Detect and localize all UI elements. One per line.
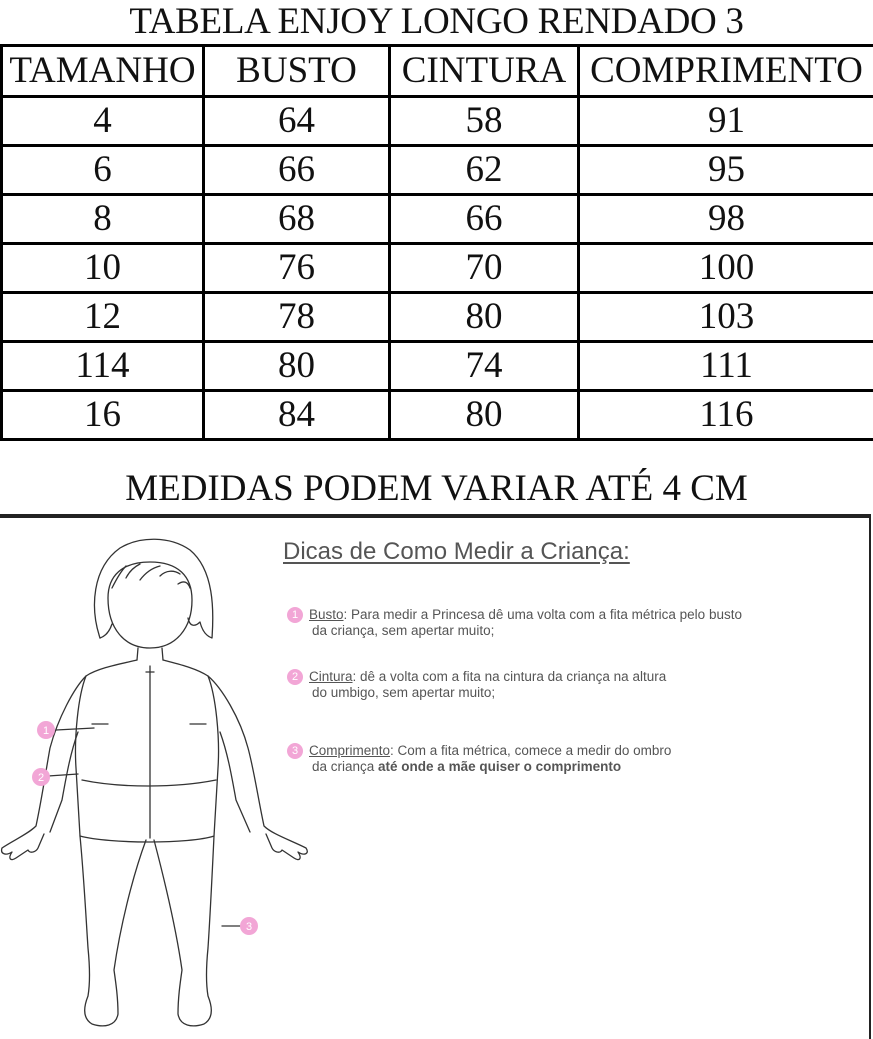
svg-text:2: 2 bbox=[37, 772, 45, 784]
variation-note: MEDIDAS PODEM VARIAR ATÉ 4 CM bbox=[125, 468, 748, 509]
cell-size: 10 bbox=[2, 244, 204, 293]
column-header-waist: CINTURA bbox=[390, 46, 579, 97]
table-row bbox=[2, 391, 873, 440]
column-header-length: COMPRIMENTO bbox=[579, 46, 873, 97]
table-row bbox=[2, 342, 873, 391]
table-row bbox=[2, 146, 873, 195]
cell-size: 8 bbox=[2, 195, 204, 244]
cell-length: 95 bbox=[579, 146, 873, 195]
cell-size: 114 bbox=[2, 342, 204, 391]
tip-text-bold: até onde a mãe quiser o comprimento bbox=[378, 759, 622, 774]
marker-waist-icon bbox=[32, 768, 50, 786]
cell-waist: 80 bbox=[390, 391, 579, 440]
tip-text: : Para medir a Princesa dê uma volta com a fita métrica pelo busto bbox=[343, 607, 742, 622]
column-header-size: TAMANHO bbox=[2, 46, 204, 97]
tip-waist bbox=[287, 669, 666, 701]
tip-text: : Com a fita métrica, comece a medir do ombro bbox=[390, 743, 672, 758]
table-row bbox=[2, 195, 873, 244]
tip-text: : dê a volta com a fita na cintura da criança na altura bbox=[352, 669, 667, 684]
tip-text-continued: da criança, sem apertar muito; bbox=[312, 623, 495, 638]
tip-term: Busto bbox=[309, 607, 344, 622]
cell-waist: 58 bbox=[390, 97, 579, 146]
tip-text-plain: da criança bbox=[312, 759, 379, 774]
table-row bbox=[2, 97, 873, 146]
tip-text-continued bbox=[287, 759, 671, 775]
chart-title: TABELA ENJOY LONGO RENDADO 3 bbox=[129, 1, 744, 42]
cell-size: 16 bbox=[2, 391, 204, 440]
tip-number-badge: 2 bbox=[287, 669, 303, 685]
cell-bust: 80 bbox=[204, 342, 390, 391]
cell-length: 116 bbox=[579, 391, 873, 440]
cell-waist: 62 bbox=[390, 146, 579, 195]
tip-text-continued: do umbigo, sem apertar muito; bbox=[312, 685, 496, 700]
cell-size: 4 bbox=[2, 97, 204, 146]
tip-length bbox=[287, 743, 671, 775]
tip-number-badge: 1 bbox=[287, 607, 303, 623]
cell-bust: 78 bbox=[204, 293, 390, 342]
guide-title: Dicas de Como Medir a Criança: bbox=[283, 538, 630, 565]
tip-number-badge: 3 bbox=[287, 743, 303, 759]
tip-bust bbox=[287, 607, 742, 639]
cell-bust: 84 bbox=[204, 391, 390, 440]
marker-length-icon bbox=[240, 917, 258, 935]
cell-length: 98 bbox=[579, 195, 873, 244]
cell-bust: 66 bbox=[204, 146, 390, 195]
table-row bbox=[2, 244, 873, 293]
child-outline-illustration bbox=[0, 518, 320, 1039]
cell-size: 6 bbox=[2, 146, 204, 195]
svg-text:1: 1 bbox=[42, 725, 50, 737]
svg-text:3: 3 bbox=[245, 921, 253, 933]
cell-bust: 64 bbox=[204, 97, 390, 146]
cell-size: 12 bbox=[2, 293, 204, 342]
table-header-row bbox=[2, 46, 873, 97]
column-header-bust: BUSTO bbox=[204, 46, 390, 97]
cell-waist: 66 bbox=[390, 195, 579, 244]
cell-length: 103 bbox=[579, 293, 873, 342]
marker-bust-icon bbox=[37, 721, 55, 739]
tip-term: Cintura bbox=[309, 669, 353, 684]
cell-bust: 76 bbox=[204, 244, 390, 293]
cell-length: 111 bbox=[579, 342, 873, 391]
size-table bbox=[0, 44, 873, 441]
cell-waist: 80 bbox=[390, 293, 579, 342]
table-row bbox=[2, 293, 873, 342]
cell-length: 100 bbox=[579, 244, 873, 293]
cell-bust: 68 bbox=[204, 195, 390, 244]
cell-waist: 74 bbox=[390, 342, 579, 391]
cell-waist: 70 bbox=[390, 244, 579, 293]
cell-length: 91 bbox=[579, 97, 873, 146]
tip-term: Comprimento bbox=[309, 743, 391, 758]
